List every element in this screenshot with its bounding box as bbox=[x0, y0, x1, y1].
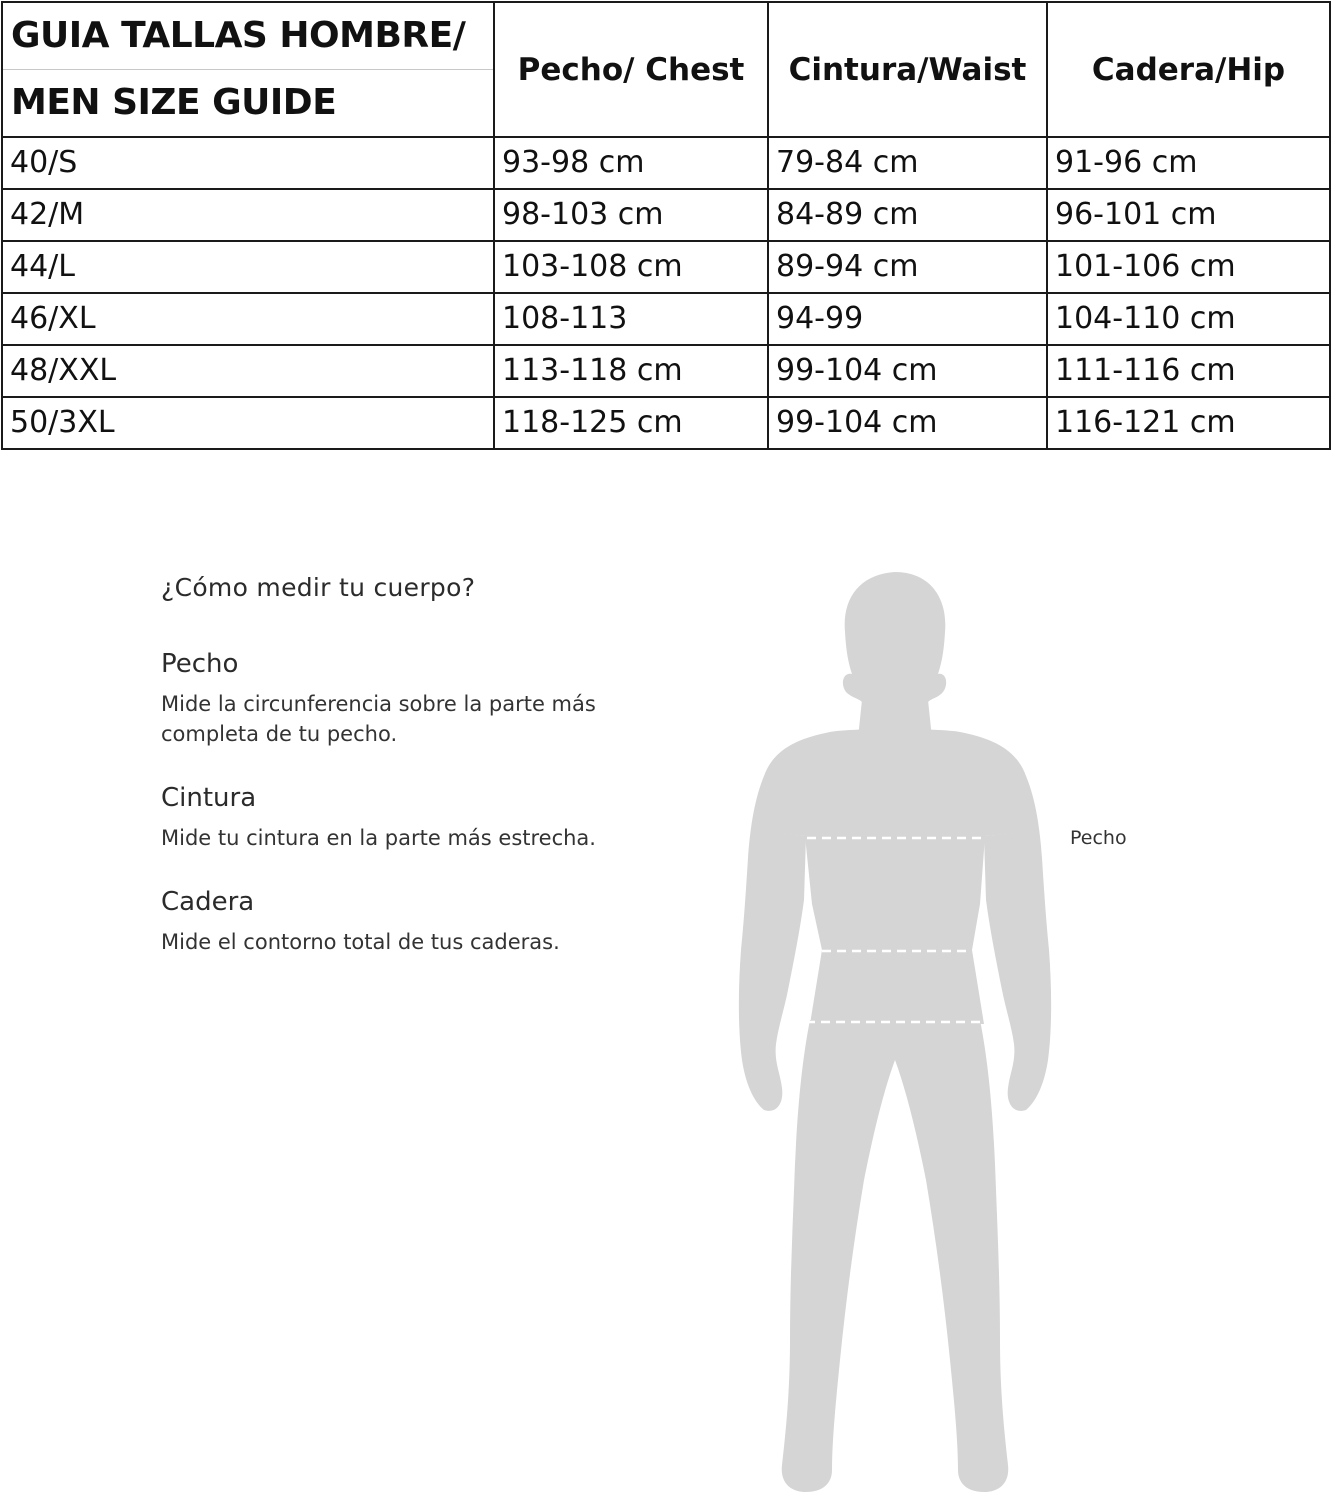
hip-cell: 91-96 cm bbox=[1047, 137, 1330, 189]
size-cell: 42/M bbox=[2, 189, 494, 241]
waist-cell: 84-89 cm bbox=[768, 189, 1047, 241]
chest-cell: 118-125 cm bbox=[494, 397, 768, 449]
chest-measure-description: Mide la circunferencia sobre la parte más completa de tu pecho. bbox=[161, 692, 596, 746]
table-title-line-2: MEN SIZE GUIDE bbox=[11, 82, 337, 123]
legs-shape bbox=[782, 1020, 1009, 1492]
waist-cell: 79-84 cm bbox=[768, 137, 1047, 189]
header-hip: Cadera/Hip bbox=[1047, 2, 1330, 137]
waist-cell: 89-94 cm bbox=[768, 241, 1047, 293]
chest-cell: 98-103 cm bbox=[494, 189, 768, 241]
size-cell: 44/L bbox=[2, 241, 494, 293]
chest-cell: 93-98 cm bbox=[494, 137, 768, 189]
body-silhouette-figure bbox=[720, 560, 1080, 1500]
header-waist: Cintura/Waist bbox=[768, 2, 1047, 137]
chest-figure-label: Pecho bbox=[1070, 827, 1127, 849]
chest-cell: 113-118 cm bbox=[494, 345, 768, 397]
body-silhouette bbox=[739, 572, 1051, 1492]
waist-measure-title: Cintura bbox=[161, 783, 257, 813]
table-row bbox=[2, 293, 1330, 345]
chest-measure-title: Pecho bbox=[161, 649, 239, 679]
table-row bbox=[2, 397, 1330, 449]
hip-cell: 96-101 cm bbox=[1047, 189, 1330, 241]
header-chest: Pecho/ Chest bbox=[494, 2, 768, 137]
table-row bbox=[2, 241, 1330, 293]
hip-measure-description: Mide el contorno total de tus caderas. bbox=[161, 930, 560, 954]
chest-cell: 103-108 cm bbox=[494, 241, 768, 293]
size-cell: 46/XL bbox=[2, 293, 494, 345]
size-cell: 48/XXL bbox=[2, 345, 494, 397]
table-row bbox=[2, 137, 1330, 189]
hip-cell: 104-110 cm bbox=[1047, 293, 1330, 345]
waist-cell: 94-99 bbox=[768, 293, 1047, 345]
hip-cell: 116-121 cm bbox=[1047, 397, 1330, 449]
waist-measure-description: Mide tu cintura en la parte más estrecha. bbox=[161, 826, 596, 850]
hip-cell: 111-116 cm bbox=[1047, 345, 1330, 397]
waist-cell: 99-104 cm bbox=[768, 397, 1047, 449]
hip-cell: 101-106 cm bbox=[1047, 241, 1330, 293]
waist-cell: 99-104 cm bbox=[768, 345, 1047, 397]
size-cell: 50/3XL bbox=[2, 397, 494, 449]
table-header-row bbox=[2, 2, 1330, 137]
table-title-line-1: GUIA TALLAS HOMBRE/ bbox=[3, 3, 493, 70]
size-cell: 40/S bbox=[2, 137, 494, 189]
hip-measure-title: Cadera bbox=[161, 887, 255, 917]
size-guide-table bbox=[1, 1, 1331, 450]
table-row bbox=[2, 189, 1330, 241]
measure-guide-heading: ¿Cómo medir tu cuerpo? bbox=[161, 573, 476, 602]
table-row bbox=[2, 345, 1330, 397]
table-title bbox=[2, 2, 494, 137]
chest-cell: 108-113 bbox=[494, 293, 768, 345]
